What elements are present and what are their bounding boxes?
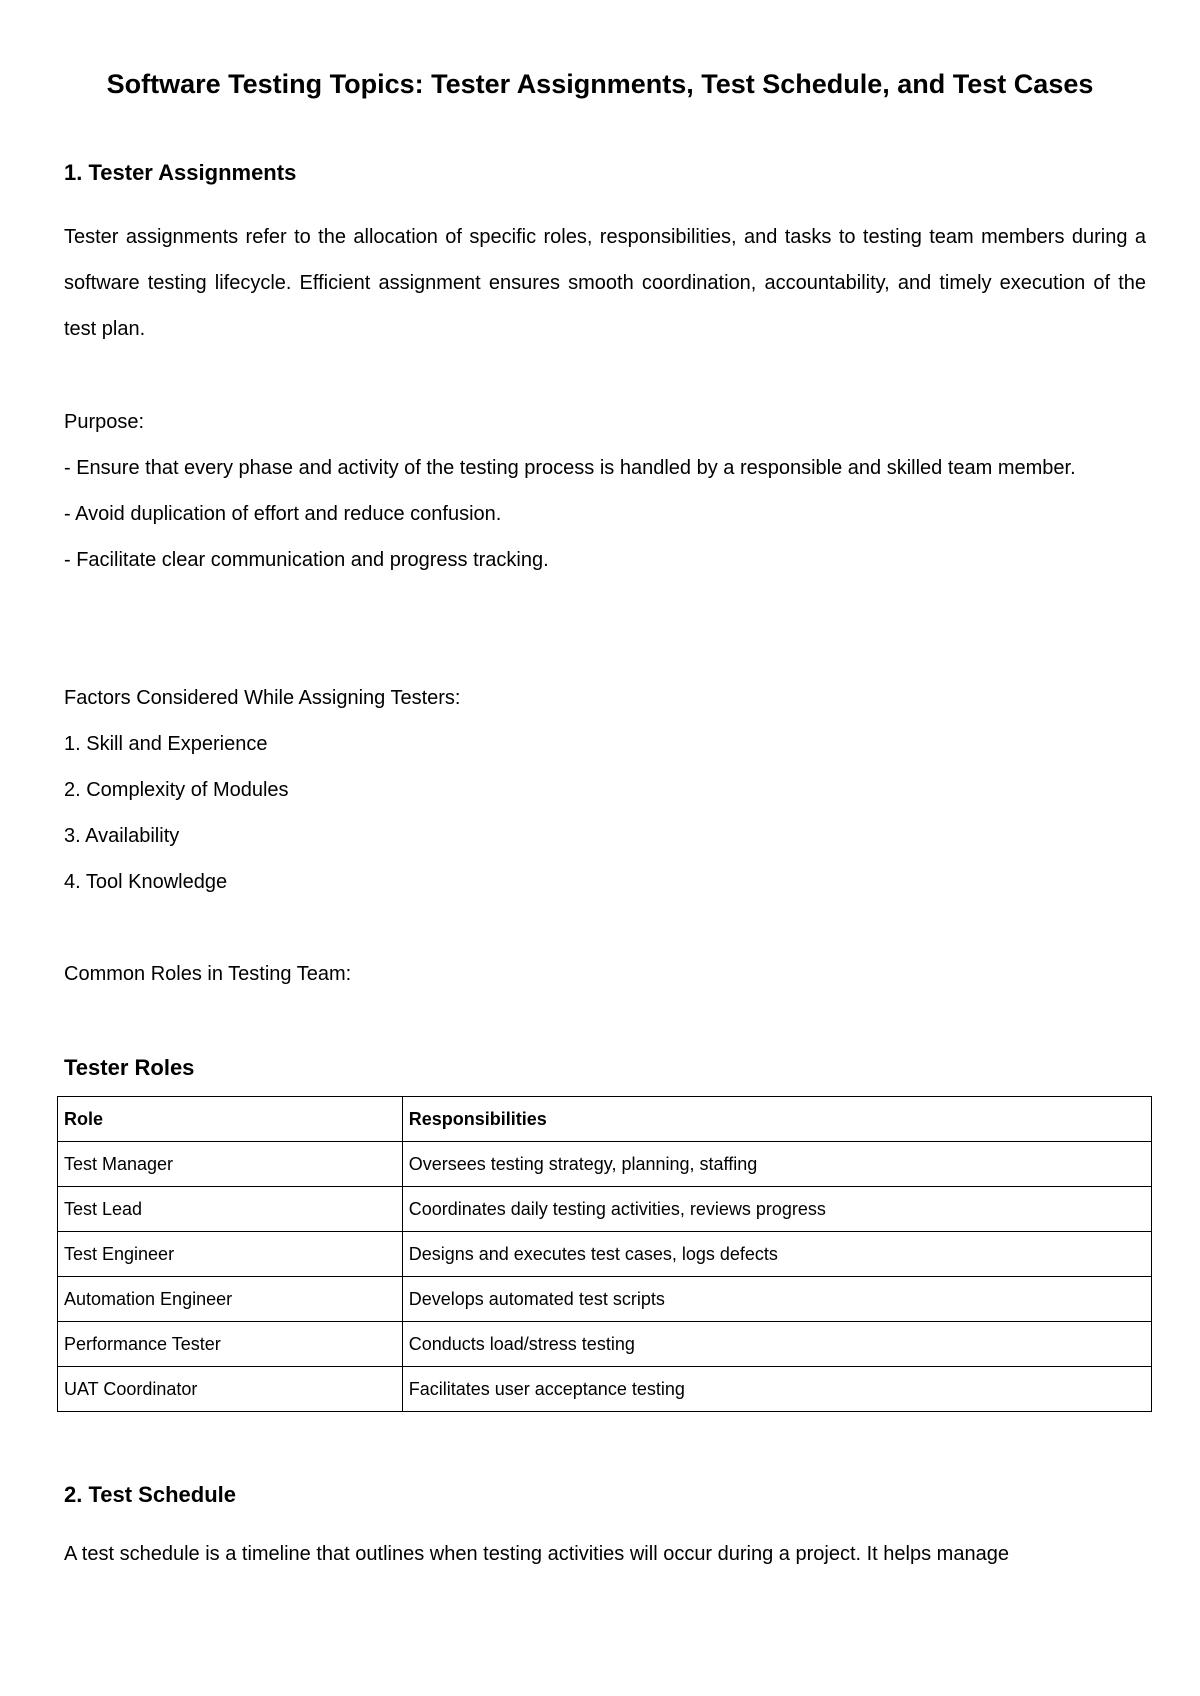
role-cell: UAT Coordinator [58,1367,403,1412]
role-cell: Test Engineer [58,1232,403,1277]
column-header-role: Role [58,1097,403,1142]
section-heading-tester-assignments: 1. Tester Assignments [64,160,297,185]
purpose-item: - Ensure that every phase and activity of the testing process is handled by a responsible and skilled team member. [64,457,1076,479]
table-row [58,1232,1152,1277]
factor-item: 1. Skill and Experience [64,733,268,755]
responsibility-cell: Oversees testing strategy, planning, staffing [402,1142,1151,1187]
role-cell: Test Manager [58,1142,403,1187]
factors-label: Factors Considered While Assigning Testers: [64,687,461,709]
tester-roles-table-title: Tester Roles [64,1055,195,1080]
factor-item: 3. Availability [64,825,180,847]
factor-item: 4. Tool Knowledge [64,871,228,893]
section-heading-test-schedule: 2. Test Schedule [64,1482,236,1507]
factor-item: 2. Complexity of Modules [64,779,289,801]
table-row [58,1187,1152,1232]
tester-assignments-intro: Tester assignments refer to the allocation of specific roles, responsibilities, and tasks to testing team members during a software testing lifecycle. Efficient assignment ensures smooth coordination, accountability, and timely execution of the test plan. [64,226,1146,340]
table-row [58,1367,1152,1412]
roles-intro: Common Roles in Testing Team: [64,963,352,985]
column-header-responsibilities: Responsibilities [402,1097,1151,1142]
purpose-list [64,445,1146,583]
purpose-item: - Avoid duplication of effort and reduce confusion. [64,503,502,525]
test-schedule-intro: A test schedule is a timeline that outlines when testing activities will occur during a project. It helps manage [64,1543,1009,1565]
role-cell: Automation Engineer [58,1277,403,1322]
tester-roles-table [57,1096,1152,1412]
table-row [58,1142,1152,1187]
purpose-item: - Facilitate clear communication and progress tracking. [64,549,549,571]
responsibility-cell: Designs and executes test cases, logs defects [402,1232,1151,1277]
table-header-row [58,1097,1152,1142]
role-cell: Test Lead [58,1187,403,1232]
responsibility-cell: Coordinates daily testing activities, reviews progress [402,1187,1151,1232]
responsibility-cell: Conducts load/stress testing [402,1322,1151,1367]
table-row [58,1322,1152,1367]
role-cell: Performance Tester [58,1322,403,1367]
responsibility-cell: Facilitates user acceptance testing [402,1367,1151,1412]
purpose-label: Purpose: [64,411,145,433]
table-row [58,1277,1152,1322]
responsibility-cell: Develops automated test scripts [402,1277,1151,1322]
document-title: Software Testing Topics: Tester Assignments, Test Schedule, and Test Cases [106,69,1094,99]
